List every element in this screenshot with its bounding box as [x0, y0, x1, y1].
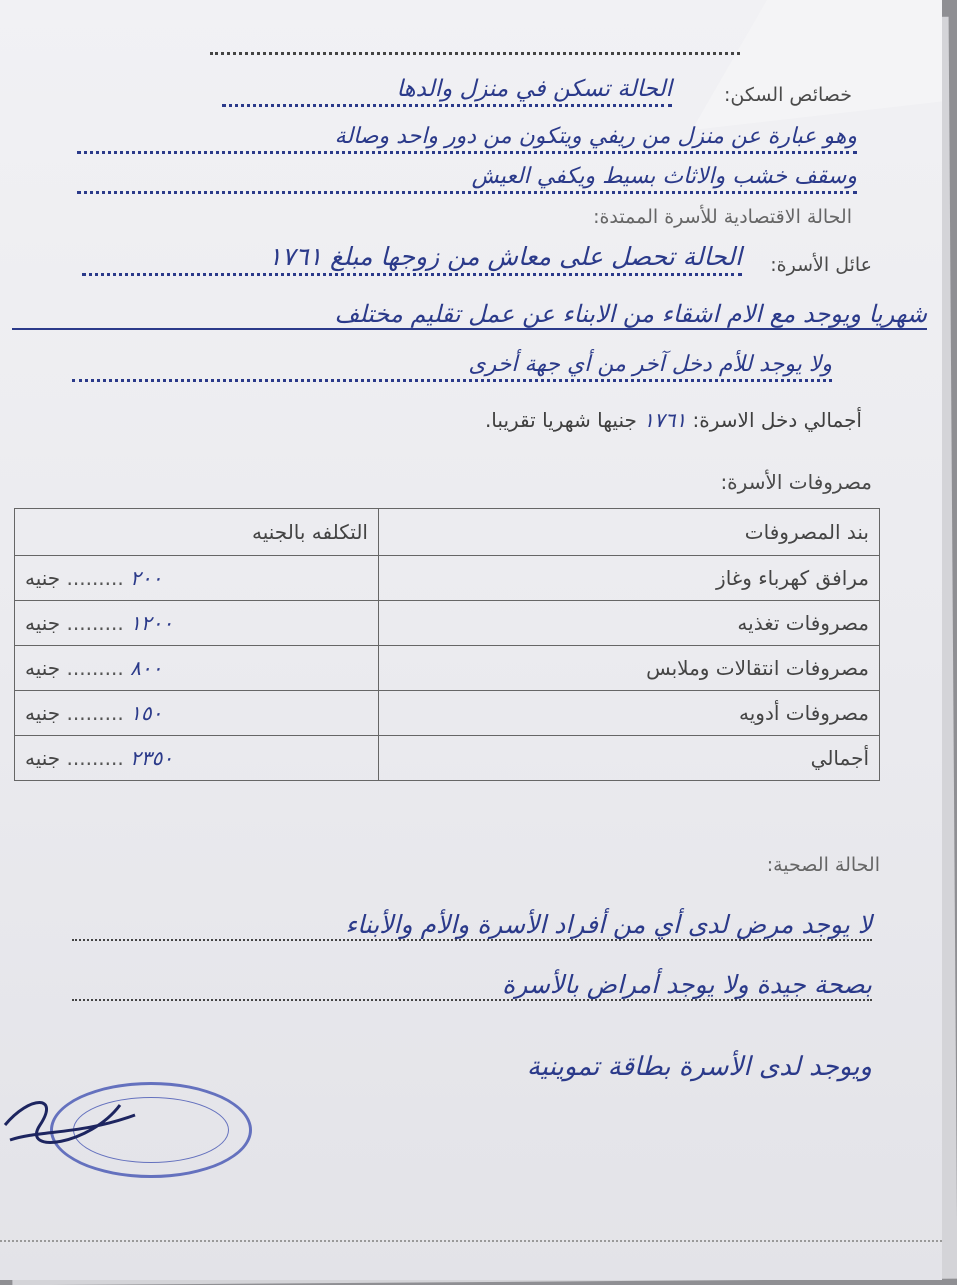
health-line-3: ويوجد لدى الأسرة بطاقة تموينية [526, 1052, 872, 1082]
income-line [485, 408, 862, 432]
health-line-1: لا يوجد مرض لدى أي من أفراد الأسرة والأم والأبناء [72, 910, 872, 941]
income-suffix: جنيها شهريا تقريبا. [484, 408, 637, 432]
economic-heading: الحالة الاقتصادية للأسرة الممتدة: [593, 206, 852, 228]
unit-label: جنيه [25, 746, 61, 770]
table-row-total [15, 736, 880, 781]
expense-cost [15, 601, 379, 646]
dotted-leader: ......... [66, 566, 124, 590]
expense-value: ٨٠٠ [130, 656, 163, 680]
expense-item: مصروفات انتقالات وملابس [379, 646, 880, 691]
expense-item: مرافق كهرباء وغاز [379, 556, 880, 601]
expense-value-total: ٢٣٥٠ [130, 746, 174, 770]
income-amount: ١٧٦١ [643, 408, 687, 432]
dotted-leader: ......... [66, 611, 124, 635]
page-bottom-edge [0, 1240, 942, 1245]
expense-cost [15, 556, 379, 601]
overlapping-paper-corner [692, 0, 942, 130]
income-prefix: أجمالي دخل الاسرة: [692, 408, 862, 432]
breadwinner-text: الحالة تحصل على معاش من زوجها مبلغ ١٧٦١ [82, 242, 742, 276]
expense-cost [15, 691, 379, 736]
table-row [15, 691, 880, 736]
unit-label: جنيه [25, 566, 61, 590]
expense-value: ١٢٠٠ [130, 611, 174, 635]
health-line-2: بصحة جيدة ولا يوجد أمراض بالأسرة [72, 970, 872, 1001]
housing-text: الحالة تسكن في منزل والدها [222, 76, 672, 107]
column-header-cost: التكلفه بالجنيه [15, 509, 379, 556]
dotted-leader: ......... [66, 701, 124, 725]
expense-cost [15, 646, 379, 691]
expense-cost-total [15, 736, 379, 781]
signature-scribble [0, 1085, 140, 1155]
breadwinner-line-3: ولا يوجد للأم دخل آخر من أي جهة أخرى [72, 352, 832, 382]
unit-label: جنيه [25, 701, 61, 725]
unit-label: جنيه [25, 656, 61, 680]
expense-item: مصروفات تغذيه [379, 601, 880, 646]
expense-item: مصروفات أدويه [379, 691, 880, 736]
unit-label: جنيه [25, 611, 61, 635]
dotted-leader: ......... [66, 656, 124, 680]
top-dotted-rule [210, 52, 740, 55]
housing-label: خصائص السكن: [724, 84, 852, 106]
expense-value: ٢٠٠ [130, 566, 163, 590]
breadwinner-line-2: شهريا ويوجد مع الام اشقاء من الابناء عن عمل تقليم مختلف [12, 300, 927, 330]
table-row [15, 601, 880, 646]
expense-value: ١٥٠ [130, 701, 163, 725]
dotted-leader: ......... [66, 746, 124, 770]
column-header-item: بند المصروفات [379, 509, 880, 556]
table-header-row [15, 509, 880, 556]
breadwinner-label: عائل الأسرة: [770, 254, 872, 276]
health-heading: الحالة الصحية: [766, 854, 880, 876]
expense-item-total: أجمالي [379, 736, 880, 781]
housing-line-3: وسقف خشب والاثاث بسيط ويكفي العيش [77, 164, 857, 194]
table-row [15, 556, 880, 601]
table-row [15, 646, 880, 691]
housing-line-2: وهو عبارة عن منزل من ريفي ويتكون من دور واحد وصالة [77, 124, 857, 154]
expenses-heading: مصروفات الأسرة: [720, 470, 872, 494]
expenses-table [14, 508, 880, 781]
